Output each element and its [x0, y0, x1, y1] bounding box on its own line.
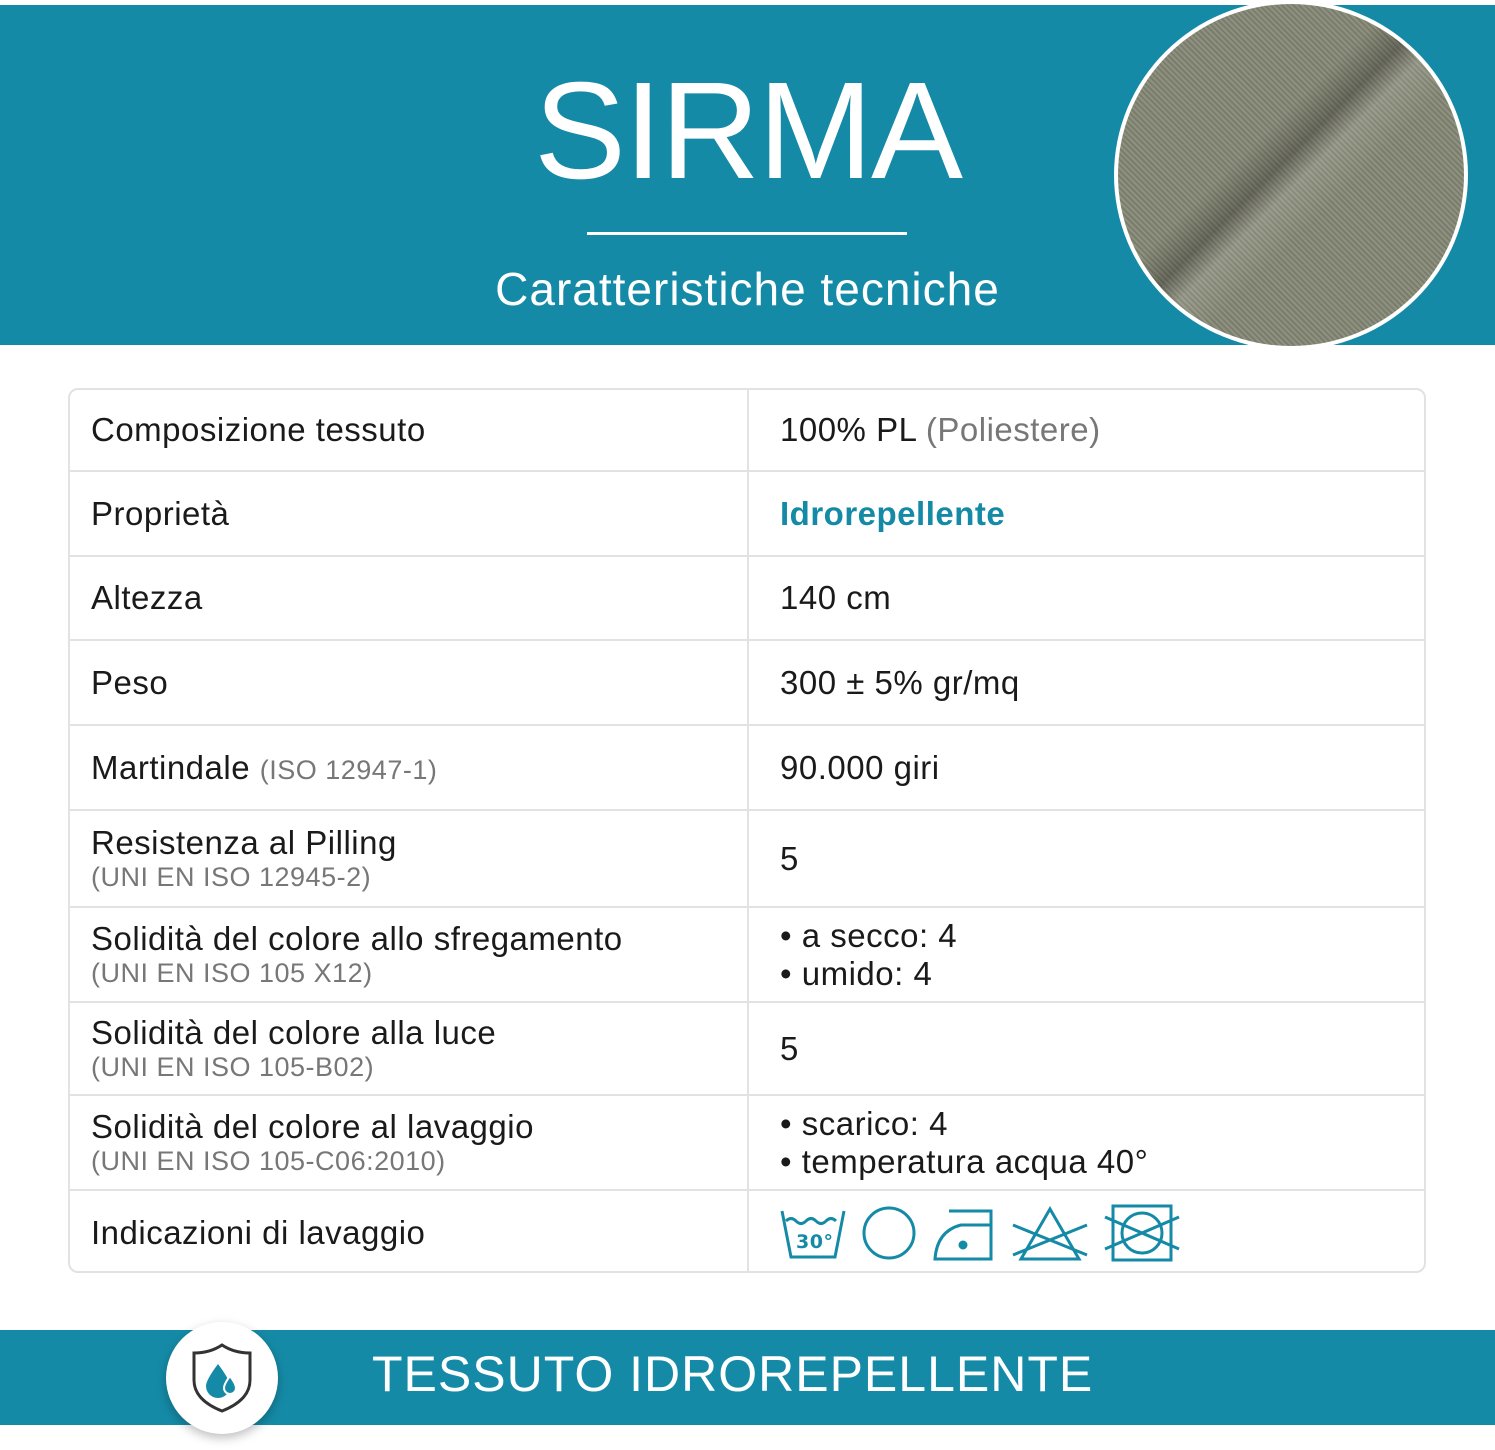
row-label-note: (UNI EN ISO 105 X12) — [91, 958, 373, 988]
row-label-note: (UNI EN ISO 12945-2) — [91, 862, 372, 892]
row-value: 140 cm — [780, 579, 892, 616]
table-row — [70, 390, 1424, 472]
row-label-note: (ISO 12947-1) — [259, 754, 438, 785]
row-label: Resistenza al Pilling — [91, 824, 397, 861]
row-value: 90.000 giri — [780, 748, 940, 786]
row-value-2: • temperatura acqua 40° — [780, 1142, 1149, 1180]
row-value: 100% PL — [780, 411, 917, 448]
water-shield-icon — [190, 1342, 254, 1414]
no-tumble-dry-icon — [1103, 1203, 1181, 1263]
no-bleach-icon — [1011, 1205, 1089, 1261]
row-value-2: • umido: 4 — [780, 954, 933, 992]
row-label: Peso — [91, 663, 169, 701]
row-label: Composizione tessuto — [91, 411, 426, 448]
row-value: • a secco: 4 — [780, 916, 958, 954]
row-label: Indicazioni di lavaggio — [91, 1214, 426, 1251]
row-value: 300 ± 5% gr/mq — [780, 663, 1020, 701]
row-label: Martindale — [91, 748, 251, 786]
table-row — [70, 641, 1424, 726]
iron-low-icon — [931, 1205, 997, 1261]
table-row — [70, 811, 1424, 908]
row-value: • scarico: 4 — [780, 1104, 948, 1142]
page-subtitle: Caratteristiche tecniche — [495, 263, 1000, 315]
row-label: Proprietà — [91, 494, 230, 532]
table-row — [70, 1096, 1424, 1191]
water-shield-badge — [166, 1322, 278, 1434]
row-value-note: (Poliestere) — [925, 411, 1101, 448]
row-label: Solidità del colore alla luce — [91, 1014, 497, 1051]
table-row — [70, 472, 1424, 557]
specs-table — [68, 388, 1426, 1273]
svg-text:30°: 30° — [796, 1231, 834, 1253]
footer-title: TESSUTO IDROREPELLENTE — [372, 1346, 1094, 1402]
row-label: Altezza — [91, 579, 203, 616]
row-value: 5 — [780, 839, 799, 877]
row-label-note: (UNI EN ISO 105-B02) — [91, 1052, 375, 1082]
row-label: Solidità del colore al lavaggio — [91, 1108, 534, 1145]
row-label: Solidità del colore allo sfregamento — [91, 920, 623, 957]
table-row — [70, 1003, 1424, 1096]
row-label-note: (UNI EN ISO 105-C06:2010) — [91, 1146, 446, 1176]
wash-30-icon — [779, 1205, 847, 1261]
table-row — [70, 1191, 1424, 1273]
table-row — [70, 908, 1424, 1003]
table-row — [70, 557, 1424, 641]
dry-clean-icon — [861, 1205, 917, 1261]
table-row — [70, 726, 1424, 811]
fabric-swatch-image — [1114, 0, 1468, 350]
product-title: SIRMA — [533, 54, 962, 208]
row-value: Idrorepellente — [780, 494, 1006, 532]
row-value: 5 — [780, 1029, 799, 1067]
title-divider — [587, 232, 907, 235]
